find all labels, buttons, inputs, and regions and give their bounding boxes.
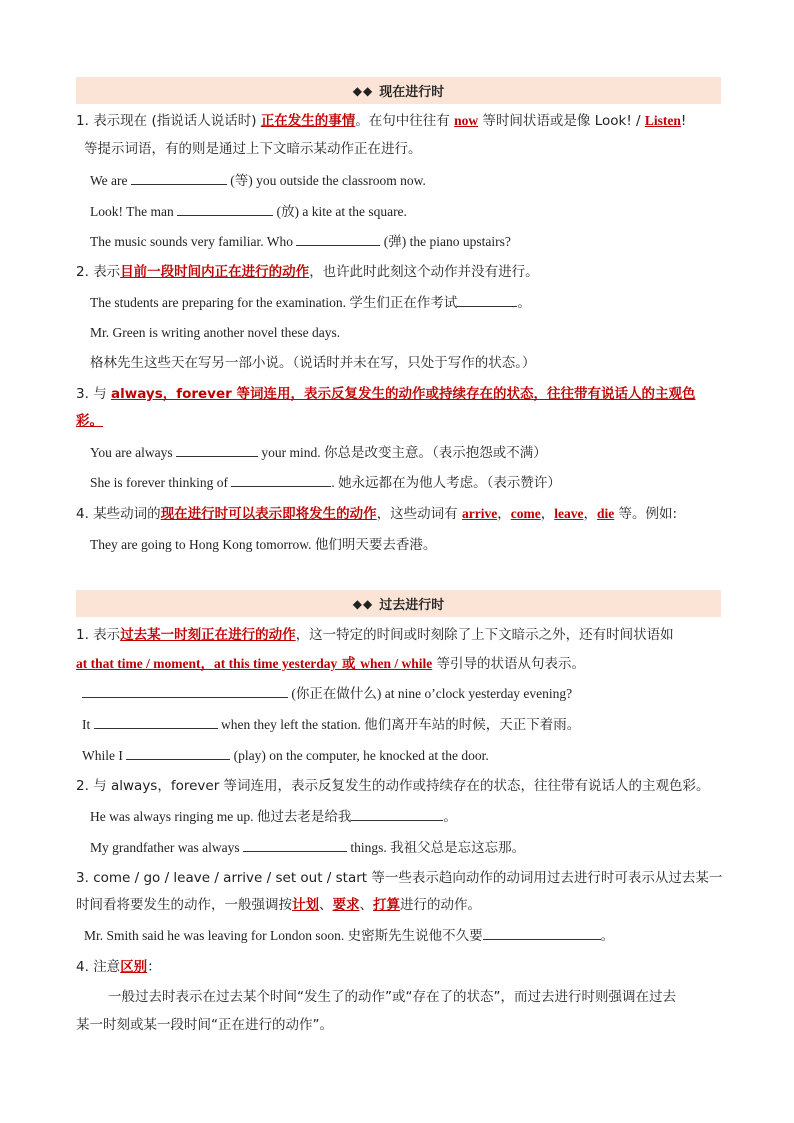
- section-header-past-continuous: [76, 590, 721, 617]
- example-line: Mr. Green is writing another novel these days.: [90, 325, 341, 340]
- answer-blank[interactable]: [351, 808, 443, 821]
- answer-blank[interactable]: [94, 716, 218, 729]
- answer-blank[interactable]: [231, 474, 331, 487]
- diamond-icon: ◆◆: [352, 83, 374, 98]
- answer-blank[interactable]: [177, 203, 273, 216]
- rule-3-line-2: 时间看将要发生的动作，一般强调按计划、要求、打算进行的动作。: [76, 897, 481, 913]
- example-line: The music sounds very familiar. Who (弹) the piano upstairs?: [90, 234, 511, 249]
- example-line: Mr. Smith said he was leaving for London soon. 史密斯先生说他不久要 。: [84, 928, 615, 943]
- rule-3-line-1: 3. 与 always，forever 等词连用，表示反复发生的动作或持续存在的状态，往往带有说话人的主观色: [76, 386, 696, 402]
- section-title: 过去进行时: [379, 598, 445, 613]
- example-line: Look! The man (放) a kite at the square.: [90, 204, 407, 219]
- rule-1-line-1: 1. 表示过去某一时刻正在进行的动作，这一特定的时间或时刻除了上下文暗示之外，还有时间状语如: [76, 627, 674, 643]
- section-header-present-continuous: [76, 77, 721, 104]
- example-line: He was always ringing me up. 他过去老是给我 。: [90, 809, 457, 824]
- example-line: She is forever thinking of . 她永远都在为他人考虑。（表示赞许）: [90, 475, 561, 490]
- rule-3-line-1: 3. come / go / leave / arrive / set out / start 等一些表示趋向动作的动词用过去进行时可表示从过去某一: [76, 870, 723, 886]
- rule-2: 2. 与 always，forever 等词连用，表示反复发生的动作或持续存在的状态，往往带有说话人的主观色彩。: [76, 778, 710, 794]
- answer-blank[interactable]: [296, 233, 380, 246]
- rule-4: 4. 某些动词的现在进行时可以表示即将发生的动作，这些动词有 arrive，come，leave，die 等。例如:: [76, 506, 678, 522]
- answer-blank[interactable]: [457, 294, 517, 307]
- example-translation: 格林先生这些天在写另一部小说。（说话时并未在写，只处于写作的状态。）: [90, 355, 536, 371]
- example-line: It when they left the station. 他们离开车站的时候，天正下着雨。: [82, 717, 581, 732]
- example-line: We are (等) you outside the classroom now.: [90, 173, 426, 188]
- rule-1-line-2: at that time / moment，at this time yesterday 或 when / while 等引导的状语从句表示。: [76, 656, 586, 672]
- rule-2: 2. 表示目前一段时间内正在进行的动作，也许此时此刻这个动作并没有进行。: [76, 264, 539, 280]
- answer-blank[interactable]: [243, 839, 347, 852]
- diamond-icon: ◆◆: [352, 596, 374, 611]
- rule-4: 4. 注意区别：: [76, 959, 161, 975]
- answer-blank[interactable]: [126, 747, 230, 760]
- answer-blank[interactable]: [131, 172, 227, 185]
- example-line: The students are preparing for the examination. 学生们正在作考试 。: [90, 295, 531, 310]
- example-line: My grandfather was always things. 我祖父总是忘这忘那。: [90, 840, 526, 855]
- answer-blank[interactable]: [176, 444, 258, 457]
- example-line: (你正在做什么) at nine o’clock yesterday evening?: [82, 685, 572, 703]
- rule-1-line-1: 1. 表示现在 (指说话人说话时) 正在发生的事情。在句中往往有 now 等时间状语或是像 Look! / Listen!: [76, 113, 687, 129]
- example-line: They are going to Hong Kong tomorrow. 他们明天要去香港。: [90, 537, 437, 552]
- rule-3-line-2: 彩。: [76, 413, 103, 429]
- explanation-paragraph-line-1: 一般过去时表示在过去某个时间“发生了的动作”或“存在了的状态”，而过去进行时则强调在过去: [108, 989, 676, 1005]
- explanation-paragraph-line-2: 某一时刻或某一段时间“正在进行的动作”。: [76, 1017, 333, 1033]
- answer-blank[interactable]: [483, 927, 601, 940]
- answer-blank[interactable]: [82, 685, 288, 698]
- rule-1-line-2: 等提示词语，有的则是通过上下文暗示某动作正在进行。: [84, 141, 422, 157]
- example-line: You are always your mind. 你总是改变主意。（表示抱怨或不满）: [90, 445, 547, 460]
- section-title: 现在进行时: [379, 85, 445, 100]
- example-line: While I (play) on the computer, he knocked at the door.: [82, 748, 489, 763]
